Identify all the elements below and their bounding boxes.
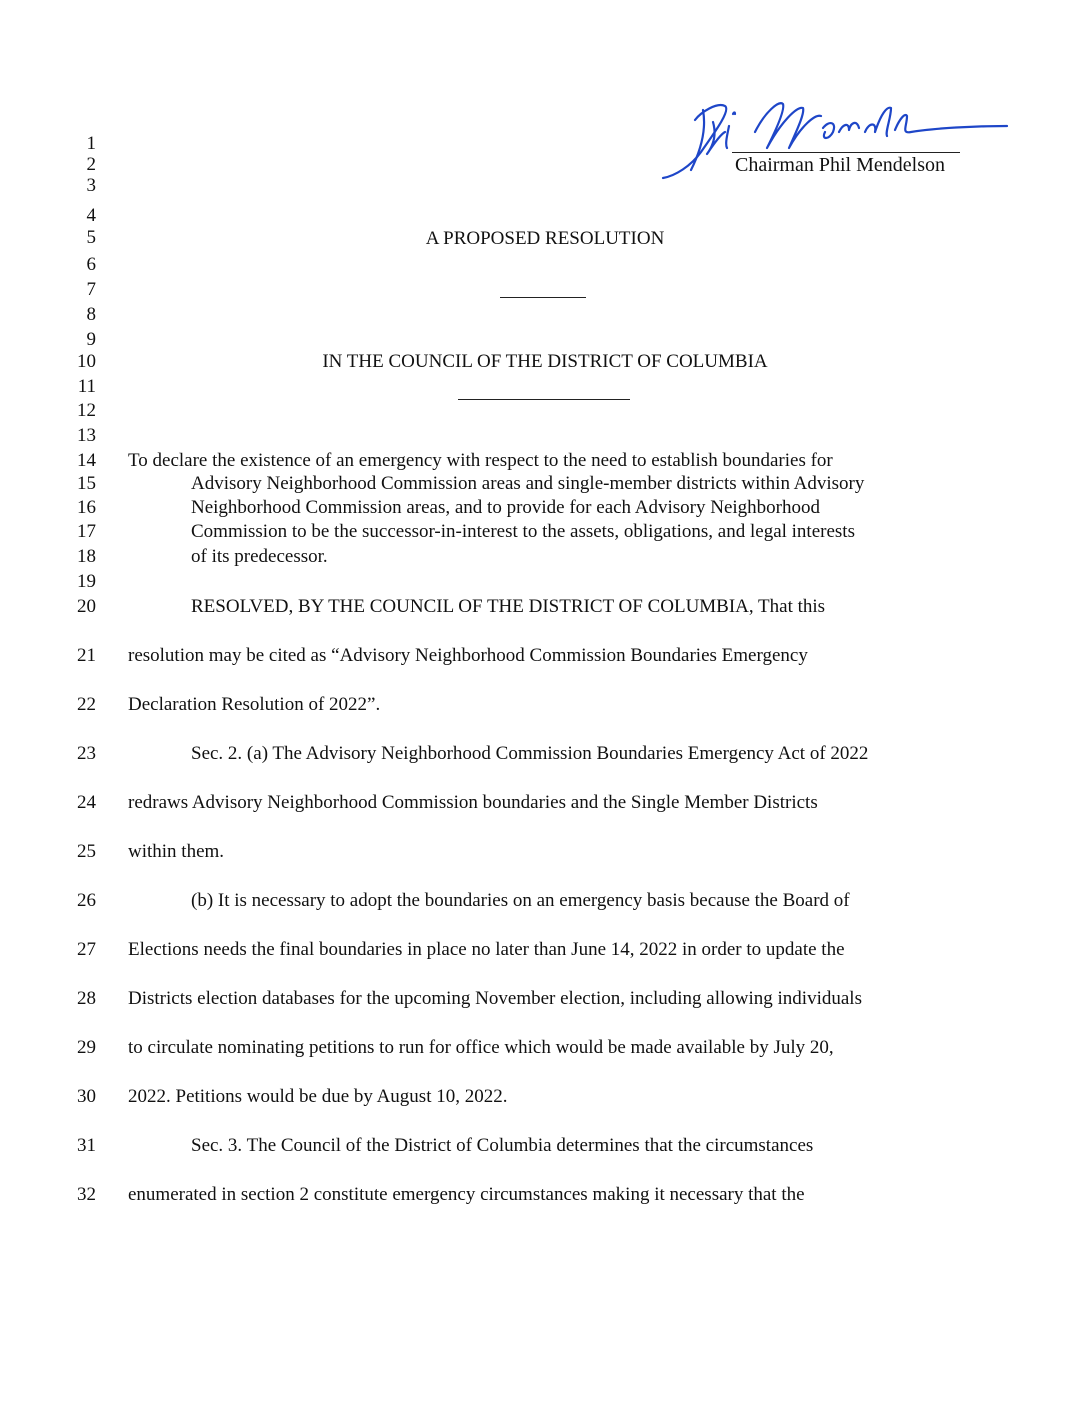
- line-number: 20: [77, 596, 96, 617]
- line-number: 10: [77, 351, 96, 372]
- line-number: 24: [77, 792, 96, 813]
- line-number: 30: [77, 1086, 96, 1107]
- document-title: A PROPOSED RESOLUTION: [425, 228, 665, 249]
- line-number: 14: [77, 450, 96, 471]
- line-number: 15: [77, 473, 96, 494]
- body-line: enumerated in section 2 constitute emergency circumstances making it necessary that the: [128, 1184, 805, 1205]
- line-number: 26: [77, 890, 96, 911]
- line-number: 27: [77, 939, 96, 960]
- body-line: Declaration Resolution of 2022”.: [128, 694, 381, 715]
- line-number: 1: [86, 133, 96, 154]
- line-number: 13: [77, 425, 96, 446]
- line-number: 8: [86, 304, 96, 325]
- line-number: 4: [86, 205, 96, 226]
- title-rule: [500, 297, 586, 298]
- line-number: 21: [77, 645, 96, 666]
- line-number: 23: [77, 743, 96, 764]
- line-number: 6: [86, 254, 96, 275]
- line-number: 3: [86, 175, 96, 196]
- signature-line: [732, 152, 960, 153]
- line-number: 5: [86, 227, 96, 248]
- body-line: RESOLVED, BY THE COUNCIL OF THE DISTRICT OF COLUMBIA, That this: [191, 596, 826, 617]
- body-line: Districts election databases for the upcoming November election, including allowing individuals: [128, 988, 862, 1009]
- long-title-line: of its predecessor.: [191, 546, 328, 567]
- body-line: Sec. 2. (a) The Advisory Neighborhood Commission Boundaries Emergency Act of 2022: [191, 743, 869, 764]
- line-number: 31: [77, 1135, 96, 1156]
- line-number: 28: [77, 988, 96, 1009]
- long-title-line: To declare the existence of an emergency with respect to the need to establish boundaries for: [128, 450, 833, 471]
- long-title-line: Neighborhood Commission areas, and to provide for each Advisory Neighborhood: [191, 497, 820, 518]
- line-number: 9: [86, 329, 96, 350]
- body-line: resolution may be cited as “Advisory Neighborhood Commission Boundaries Emergency: [128, 645, 808, 666]
- body-line: redraws Advisory Neighborhood Commission boundaries and the Single Member Districts: [128, 792, 818, 813]
- body-line: (b) It is necessary to adopt the boundaries on an emergency basis because the Board of: [191, 890, 850, 911]
- body-line: Sec. 3. The Council of the District of Columbia determines that the circumstances: [191, 1135, 814, 1156]
- line-number: 7: [86, 279, 96, 300]
- line-number: 22: [77, 694, 96, 715]
- signatory-name: Chairman Phil Mendelson: [735, 154, 945, 176]
- line-number: 12: [77, 400, 96, 421]
- line-number: 17: [77, 521, 96, 542]
- legislative-body: IN THE COUNCIL OF THE DISTRICT OF COLUMBIA: [322, 351, 768, 372]
- body-line: within them.: [128, 841, 225, 862]
- line-number: 32: [77, 1184, 96, 1205]
- line-number: 2: [86, 154, 96, 175]
- line-number: 19: [77, 571, 96, 592]
- body-rule: [458, 399, 630, 400]
- line-number: 11: [77, 376, 96, 397]
- line-number: 18: [77, 546, 96, 567]
- line-number: 16: [77, 497, 96, 518]
- line-number: 29: [77, 1037, 96, 1058]
- line-number: 25: [77, 841, 96, 862]
- body-line: Elections needs the final boundaries in place no later than June 14, 2022 in order to update the: [128, 939, 845, 960]
- body-line: 2022. Petitions would be due by August 10, 2022.: [128, 1086, 508, 1107]
- long-title-line: Commission to be the successor-in-interest to the assets, obligations, and legal interests: [191, 521, 855, 542]
- long-title-line: Advisory Neighborhood Commission areas and single-member districts within Advisory: [191, 473, 865, 494]
- body-line: to circulate nominating petitions to run for office which would be made available by July 20,: [128, 1037, 834, 1058]
